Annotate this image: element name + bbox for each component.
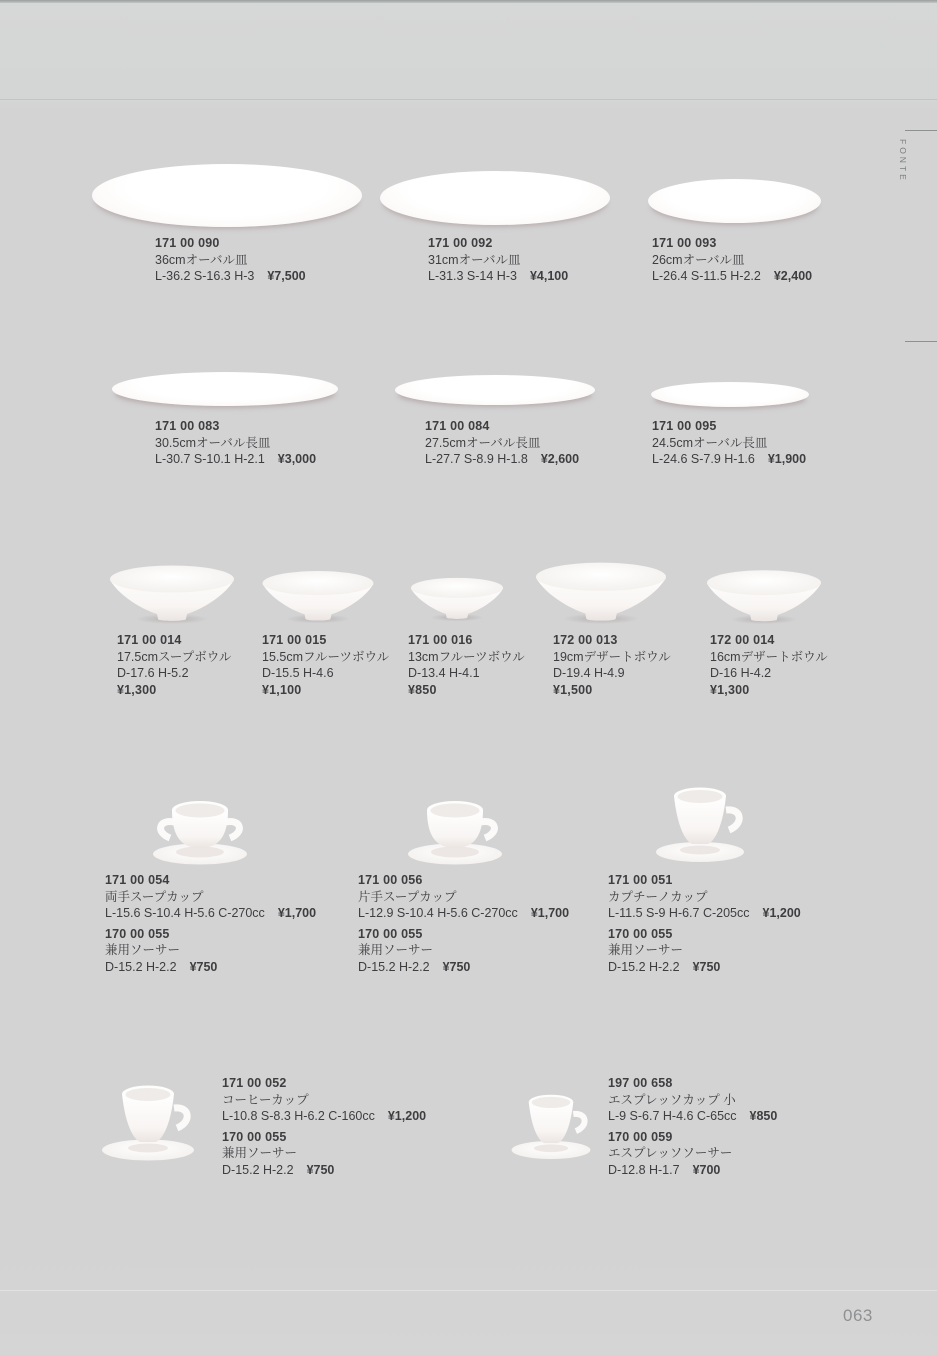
- saucer-code: 170 00 059: [608, 1129, 673, 1144]
- long-plate-image-27-5cm: [395, 375, 595, 405]
- product-code: 171 00 093: [652, 236, 717, 250]
- product-code: 171 00 054: [105, 873, 170, 887]
- cup-image-two-handle-soup: [140, 790, 260, 868]
- product-code: 171 00 090: [155, 236, 220, 250]
- product-dims: L-12.9 S-10.4 H-5.6 C-270cc: [358, 906, 518, 920]
- product-code: 172 00 014: [710, 633, 775, 647]
- saucer-name: 兼用ソーサー: [608, 943, 684, 957]
- product-price: ¥1,700: [530, 906, 570, 920]
- product-price: ¥1,200: [387, 1109, 427, 1123]
- saucer-price: ¥750: [442, 959, 471, 974]
- product-name: カプチーノカップ: [608, 889, 708, 904]
- product-dims: L-31.3 S-14 H-3: [428, 269, 517, 283]
- saucer-price: ¥700: [692, 1162, 721, 1177]
- product-cell: [608, 872, 801, 975]
- product-cell: [652, 235, 812, 285]
- product-price: ¥850: [749, 1109, 778, 1123]
- saucer-dims: D-12.8 H-1.7: [608, 1162, 680, 1177]
- product-dims: D-17.6 H-5.2: [117, 666, 189, 680]
- product-code: 172 00 013: [553, 633, 618, 647]
- saucer-name: 兼用ソーサー: [222, 1146, 298, 1160]
- product-price: ¥1,500: [553, 682, 593, 697]
- product-price: ¥1,900: [767, 452, 807, 466]
- product-price: ¥1,300: [117, 682, 157, 697]
- long-plate-image-30-5cm: [112, 372, 338, 406]
- product-cell: [105, 872, 316, 975]
- product-name: 36cmオーバル皿: [155, 252, 248, 267]
- product-name: 15.5cmフルーツボウル: [262, 649, 390, 664]
- saucer-name: 兼用ソーサー: [358, 943, 434, 957]
- product-code: 171 00 052: [222, 1076, 287, 1090]
- bowl-image-19cm: [531, 560, 671, 625]
- product-code: 171 00 051: [608, 873, 673, 887]
- product-name: 27.5cmオーバル長皿: [425, 435, 541, 450]
- product-name: 16cmデザートボウル: [710, 649, 828, 664]
- product-dims: L-15.6 S-10.4 H-5.6 C-270cc: [105, 906, 265, 920]
- product-dims: L-26.4 S-11.5 H-2.2: [652, 269, 761, 283]
- product-code: 171 00 014: [117, 633, 182, 647]
- product-code: 197 00 658: [608, 1076, 673, 1090]
- product-cell: [408, 632, 525, 698]
- plate-image-31cm: [380, 171, 610, 225]
- product-cell: [155, 418, 316, 468]
- product-dims: L-9 S-6.7 H-4.6 C-65cc: [608, 1109, 737, 1123]
- cup-image-espresso: [501, 1090, 601, 1162]
- bowl-image-15-5cm: [259, 568, 377, 625]
- product-code: 171 00 056: [358, 873, 423, 887]
- saucer-dims: D-15.2 H-2.2: [608, 959, 680, 974]
- product-dims: D-15.5 H-4.6: [262, 666, 334, 680]
- product-price: ¥2,600: [540, 452, 580, 466]
- cup-image-cappuccino: [650, 782, 750, 866]
- saucer-price: ¥750: [692, 959, 721, 974]
- product-name: 17.5cmスープボウル: [117, 649, 232, 664]
- product-name: エスプレッソカップ 小: [608, 1092, 736, 1107]
- bowl-image-13cm: [408, 573, 506, 625]
- bowl-image-16cm: [703, 568, 825, 625]
- product-code: 171 00 092: [428, 236, 493, 250]
- product-cell: [358, 872, 569, 975]
- product-name: 19cmデザートボウル: [553, 649, 671, 664]
- product-cell: [425, 418, 579, 468]
- product-price: ¥1,200: [762, 906, 801, 920]
- product-dims: D-16 H-4.2: [710, 666, 772, 680]
- product-dims: D-19.4 H-4.9: [553, 666, 625, 680]
- saucer-code: 170 00 055: [105, 926, 170, 941]
- product-price: ¥7,500: [267, 269, 306, 283]
- saucer-name: 兼用ソーサー: [105, 943, 181, 957]
- product-dims: L-24.6 S-7.9 H-1.6: [652, 452, 755, 466]
- product-cell: [428, 235, 568, 285]
- product-price: ¥1,300: [710, 682, 750, 697]
- product-code: 171 00 016: [408, 633, 473, 647]
- product-cell: [262, 632, 389, 698]
- product-dims: L-10.8 S-8.3 H-6.2 C-160cc: [222, 1109, 375, 1123]
- saucer-dims: D-15.2 H-2.2: [358, 959, 430, 974]
- scan-band-line-bottom: [0, 1290, 937, 1291]
- product-price: ¥1,700: [277, 906, 317, 920]
- long-plate-image-24-5cm: [651, 382, 809, 407]
- saucer-code: 170 00 055: [608, 926, 673, 941]
- saucer-code: 170 00 055: [222, 1129, 287, 1144]
- product-code: 171 00 015: [262, 633, 327, 647]
- cup-image-one-handle-soup: [395, 790, 515, 868]
- bowl-image-17-5cm: [106, 563, 238, 625]
- plate-image-26cm: [648, 179, 821, 223]
- saucer-price: ¥750: [306, 1162, 335, 1177]
- saucer-code: 170 00 055: [358, 926, 423, 941]
- product-cell: [608, 1075, 777, 1178]
- product-name: 30.5cmオーバル長皿: [155, 435, 271, 450]
- product-name: 31cmオーバル皿: [428, 252, 521, 267]
- side-tab-rule-bottom: [905, 341, 937, 342]
- product-name: 両手スープカップ: [105, 889, 204, 904]
- product-name: コーヒーカップ: [222, 1092, 309, 1107]
- product-code: 171 00 084: [425, 419, 490, 433]
- product-price: ¥1,100: [262, 682, 302, 697]
- saucer-price: ¥750: [189, 959, 218, 974]
- product-dims: L-11.5 S-9 H-6.7 C-205cc: [608, 906, 750, 920]
- page-top-edge: [0, 0, 937, 3]
- product-cell: [222, 1075, 426, 1178]
- product-dims: L-30.7 S-10.1 H-2.1: [155, 452, 265, 466]
- product-name: 13cmフルーツボウル: [408, 649, 525, 664]
- product-name: 26cmオーバル皿: [652, 252, 745, 267]
- side-tab-rule-top: [905, 130, 937, 131]
- product-cell: [553, 632, 671, 698]
- product-cell: [652, 418, 806, 468]
- product-code: 171 00 083: [155, 419, 220, 433]
- product-cell: [710, 632, 828, 698]
- cup-image-coffee: [89, 1080, 207, 1164]
- product-price: ¥3,000: [277, 452, 317, 466]
- page-number: 063: [843, 1306, 873, 1325]
- product-cell: [155, 235, 306, 285]
- product-dims: L-27.7 S-8.9 H-1.8: [425, 452, 528, 466]
- product-price: ¥4,100: [529, 269, 569, 283]
- saucer-name: エスプレッソソーサー: [608, 1146, 733, 1160]
- product-dims: D-13.4 H-4.1: [408, 666, 480, 680]
- plate-image-36cm: [92, 164, 362, 227]
- product-name: 24.5cmオーバル長皿: [652, 435, 768, 450]
- product-dims: L-36.2 S-16.3 H-3: [155, 269, 255, 283]
- saucer-dims: D-15.2 H-2.2: [222, 1162, 294, 1177]
- product-cell: [117, 632, 231, 698]
- saucer-dims: D-15.2 H-2.2: [105, 959, 177, 974]
- product-price: ¥2,400: [773, 269, 813, 283]
- product-name: 片手スープカップ: [358, 889, 457, 904]
- product-code: 171 00 095: [652, 419, 717, 433]
- scan-band-line: [0, 99, 937, 100]
- side-tab-label: FONTE: [898, 139, 908, 183]
- product-price: ¥850: [408, 682, 437, 697]
